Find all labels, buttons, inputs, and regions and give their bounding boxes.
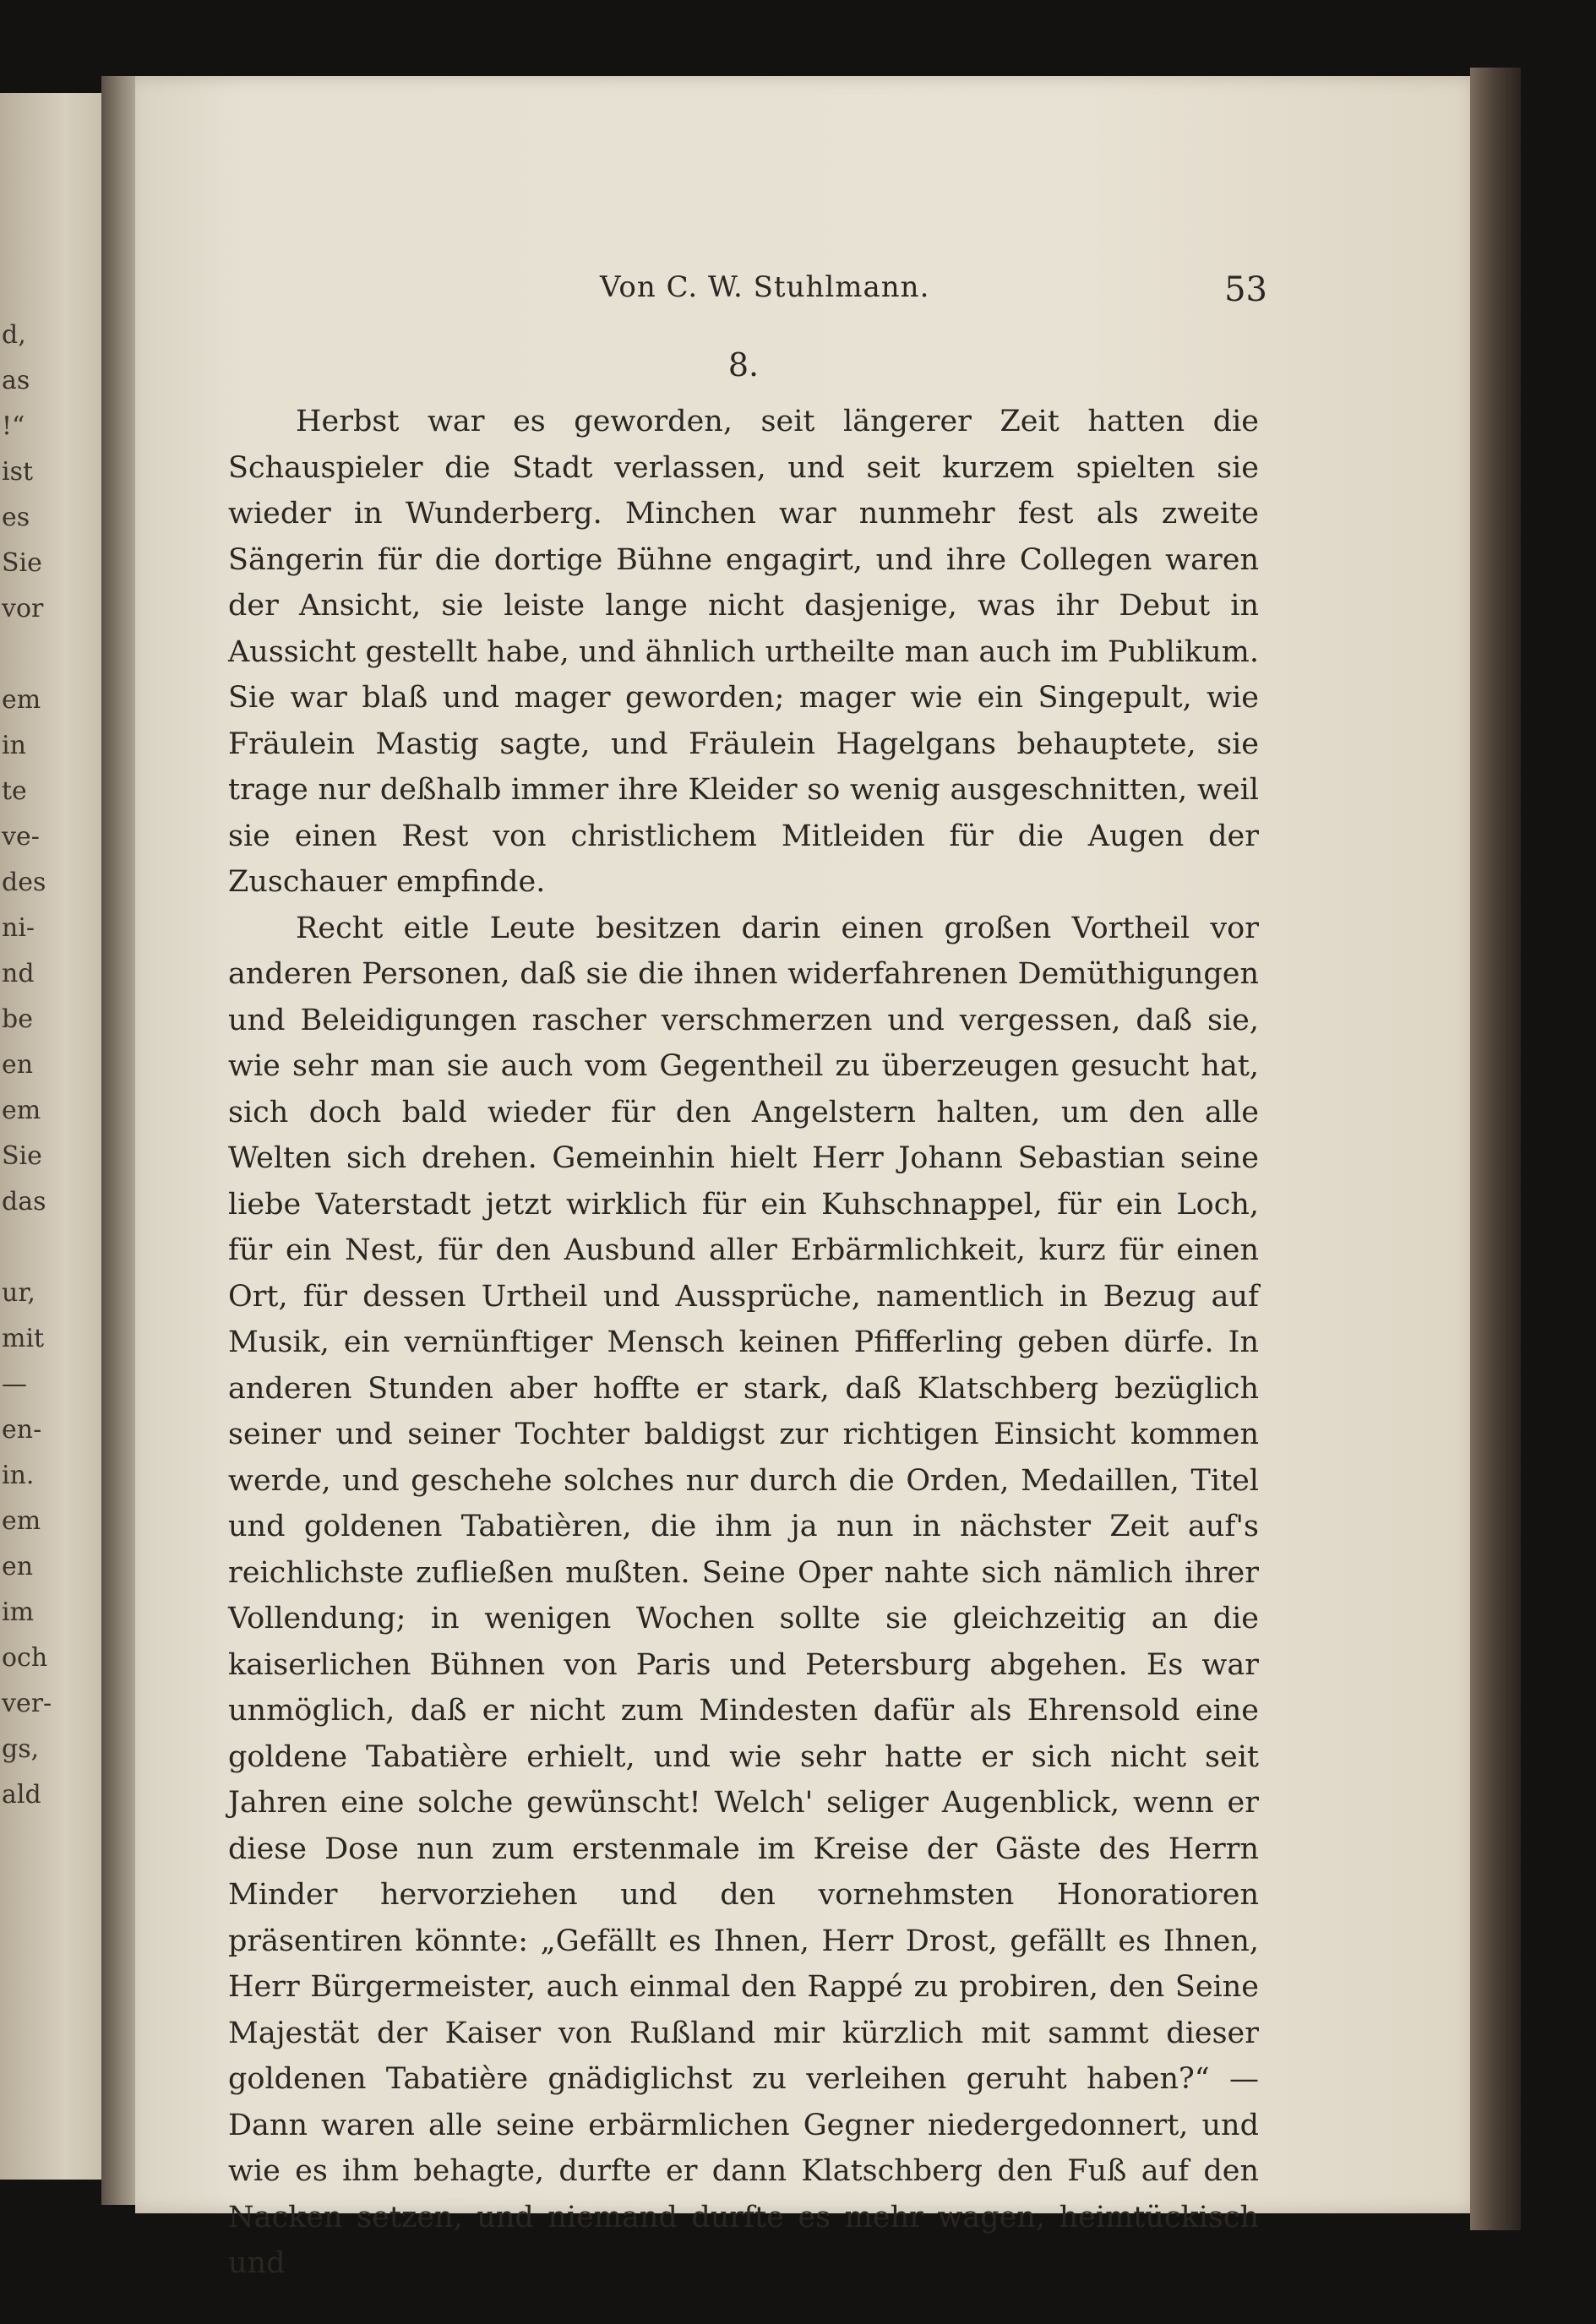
running-head: Von C. W. Stuhlmann. bbox=[600, 270, 930, 304]
left-fragment: en- bbox=[2, 1415, 42, 1445]
left-fragment: es bbox=[2, 503, 30, 532]
left-page bbox=[0, 93, 118, 2180]
left-fragment: te bbox=[2, 776, 27, 806]
left-page-text-fragments bbox=[2, 313, 69, 1818]
left-fragment: ve- bbox=[2, 822, 40, 852]
left-fragment: in. bbox=[2, 1461, 35, 1490]
left-fragment: im bbox=[2, 1597, 35, 1627]
left-fragment bbox=[2, 1225, 69, 1271]
left-fragment: in bbox=[2, 731, 26, 760]
left-fragment: be bbox=[2, 1004, 33, 1034]
left-fragment: ist bbox=[2, 457, 34, 487]
left-fragment: en bbox=[2, 1050, 34, 1080]
left-fragment: vor bbox=[2, 594, 44, 623]
book-cover-edge bbox=[1470, 68, 1521, 2230]
left-fragment: ni- bbox=[2, 913, 35, 943]
left-fragment: en bbox=[2, 1552, 34, 1581]
left-fragment: as bbox=[2, 366, 30, 395]
left-fragment: nd bbox=[2, 959, 35, 988]
page-number: 53 bbox=[1224, 270, 1267, 309]
left-fragment: d, bbox=[2, 320, 26, 350]
chapter-heading: 8. bbox=[727, 346, 760, 384]
left-fragment: em bbox=[2, 1096, 41, 1125]
left-fragment: em bbox=[2, 685, 41, 715]
paragraph: Recht eitle Leute besitzen darin einen großen Vortheil vor anderen Personen, daß sie die ihnen widerfahrenen Demüthigungen und Beleidigungen rascher verschmerzen und vergessen, daß sie, wie sehr man sie auch vom Gegentheil zu überzeugen gesucht hat, sich doch bald wieder für den Angelstern halten, um den alle Welten sich drehen. Gemeinhin hielt Herr Johann Sebastian seine liebe Vaterstadt jetzt wirklich für ein Kuhschnappel, für ein Loch, für ein Nest, für den Ausbund aller Erbärmlichkeit, kurz für einen Ort, für dessen Urtheil und Aussprüche, namentlich in Bezug auf Musik, ein vernünftiger Mensch keinen Pfifferling geben dürfe. In anderen Stunden aber hoffte er stark, daß Klatschberg bezüglich seiner und seiner Tochter baldigst zur richtigen Einsicht kommen werde, und geschehe solches nur durch die Orden, Medaillen, Titel und goldenen Tabatièren, die ihm ja nun in nächster Zeit auf's reichlichste zufließen mußten. Seine Oper nahte sich nämlich ihrer Vollendung; in wenigen Wochen sollte sie gleichzeitig an die kaiserlichen Bühnen von Paris und Petersburg abgehen. Es war unmöglich, daß er nicht zum Mindesten dafür als Ehrensold eine goldene Tabatière erhielt, und wie sehr hatte er sich nicht seit Jahren eine solche gewünscht! Welch' seliger Augenblick, wenn er diese Dose nun zum erstenmale im Kreise der Gäste des Herrn Minder hervorziehen und den vornehmsten Honoratioren präsentiren könnte: „Gefällt es Ihnen, Herr Drost, gefällt es Ihnen, Herr Bürgermeister, auch einmal den Rappé zu probiren, den Seine Majestät der Kaiser von Rußland mir kürzlich mit sammt dieser goldenen Tabatière gnädiglichst zu verleihen geruht haben?“ — Dann waren alle seine erbärmlichen Gegner niedergedonnert, und wie es ihm behagte, durfte er dann Klatschberg den Fuß auf den Nacken setzen, und niemand durfte es mehr wagen, heimtückisch und bbox=[228, 911, 1259, 2280]
left-fragment: Sie bbox=[2, 548, 42, 578]
left-fragment: mit bbox=[2, 1324, 45, 1353]
left-fragment: em bbox=[2, 1506, 41, 1536]
left-fragment: och bbox=[2, 1643, 48, 1673]
left-fragment: ur, bbox=[2, 1278, 35, 1308]
left-fragment: das bbox=[2, 1187, 46, 1216]
left-fragment: !“ bbox=[2, 411, 25, 441]
left-fragment bbox=[2, 632, 69, 678]
page-content bbox=[228, 270, 1267, 2287]
left-fragment: ver- bbox=[2, 1689, 52, 1718]
page-header bbox=[228, 270, 1267, 321]
paragraph: Herbst war es geworden, seit längerer Zeit hatten die Schauspieler die Stadt verlassen, und seit kurzem spielten sie wieder in Wunderberg. Minchen war nunmehr fest als zweite Sängerin für die dortige Bühne engagirt, und ihre Collegen waren der Ansicht, sie leiste lange nicht dasjenige, was ihr Debut in Aussicht gestellt habe, und ähnlich urtheilte man auch im Publikum. Sie war blaß und mager geworden; mager wie ein Singepult, wie Fräulein Mastig sagte, und Fräulein Hagelgans behauptete, sie trage nur deßhalb immer ihre Kleider so wenig ausgeschnitten, weil sie einen Rest von christlichem Mitleiden für die Augen der Zuschauer empfinde. bbox=[228, 405, 1259, 899]
left-fragment: ald bbox=[2, 1780, 41, 1810]
left-fragment: — bbox=[2, 1369, 27, 1399]
left-fragment: des bbox=[2, 868, 46, 897]
left-fragment: gs, bbox=[2, 1734, 40, 1764]
left-fragment: Sie bbox=[2, 1141, 42, 1171]
